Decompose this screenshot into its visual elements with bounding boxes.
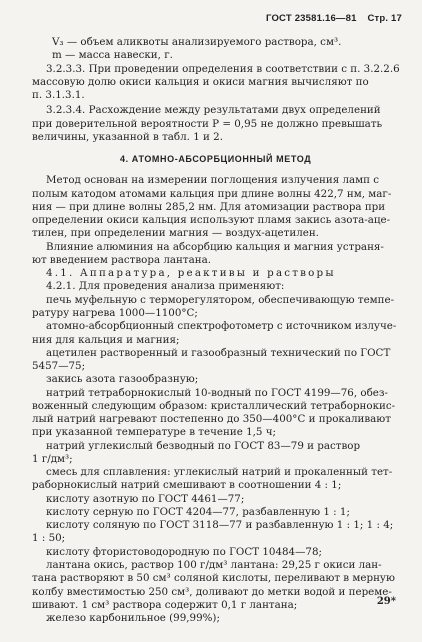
text-line: ния — при длине волны 285,2 нм. Для атомизации раствора при bbox=[32, 200, 386, 213]
text-line: смесь для сплавления: углекислый натрий и прокаленный тет- bbox=[46, 466, 393, 479]
text-line: лый натрий нагревают постепенно до 350—400°С и прокаливают bbox=[32, 413, 391, 426]
text-line: тана растворяют в 50 см³ соляной кислоты, переливают в мерную bbox=[32, 572, 395, 585]
text-line: величины, указанной в табл. 1 и 2. bbox=[32, 130, 223, 143]
text-line: печь муфельную с терморегулятором, обеспечивающую темпе- bbox=[46, 293, 395, 306]
standard-number: ГОСТ 23581.16—81 bbox=[265, 13, 357, 24]
text-line: 1 : 50; bbox=[32, 532, 66, 545]
text-line: V₃ — объем аликвоты анализируемого раствора, см³. bbox=[52, 36, 342, 48]
text-line: Влияние алюминия на абсорбцию кальция и магния устраня- bbox=[46, 240, 384, 253]
text-line: кислоту соляную по ГОСТ 3118—77 и разбавленную 1 : 1; 1 : 4; bbox=[46, 519, 394, 532]
text-line: железо карбонильное (99,99%); bbox=[46, 612, 220, 624]
text-line: при указанной температуре в течение 1,5 ч; bbox=[32, 426, 277, 439]
page-header bbox=[266, 13, 402, 24]
text-line: кислоту серную по ГОСТ 4204—77, разбавленную 1 : 1; bbox=[46, 505, 350, 518]
text-line: натрий углекислый безводный по ГОСТ 83—79 и раствор bbox=[46, 439, 361, 452]
text-line: тилен, при определении магния — воздух-ацетилен. bbox=[32, 227, 319, 240]
subsection-heading: 4.1. Аппаратура, реактивы и растворы bbox=[46, 267, 336, 280]
text-line: 3.2.3.3. При проведении определения в соответствии с п. 3.2.2.6 bbox=[46, 62, 400, 75]
text-line: раборнокислый натрий смешивают в соотношении 4 : 1; bbox=[32, 479, 342, 492]
text-line: 4.2.1. Для проведения анализа применяют: bbox=[46, 280, 285, 293]
text-line: определении окиси кальция используют пламя закись азота-аце- bbox=[32, 214, 391, 227]
page-label: Стр. 17 bbox=[367, 13, 402, 24]
text-line: п. 3.1.3.1. bbox=[32, 89, 85, 102]
text-line: колбу вместимостью 250 см³, доливают до метки водой и переме- bbox=[32, 585, 392, 598]
text-line: кислоту азотную по ГОСТ 4461—77; bbox=[46, 492, 245, 505]
text-line: m — масса навески, г. bbox=[52, 49, 173, 62]
text-line: Метод основан на измерении поглощения излучения ламп с bbox=[46, 174, 380, 187]
text-line: воженный следующим образом: кристаллический тетраборнокис- bbox=[32, 399, 396, 412]
text-line: 5457—75; bbox=[32, 360, 86, 372]
text-line: закись азота газообразную; bbox=[46, 373, 199, 386]
text-line: кислоту фтористоводородную по ГОСТ 10484—78; bbox=[46, 545, 322, 558]
text-line: ют введением раствора лантана. bbox=[32, 253, 212, 266]
text-line: 1 г/дм³; bbox=[32, 452, 73, 465]
text-line: 3.2.3.4. Расхождение между результатами двух определений bbox=[46, 104, 381, 117]
text-line: ния для кальция и магния; bbox=[32, 333, 180, 346]
section-heading: 4. АТОМНО-АБСОРБЦИОННЫЙ МЕТОД bbox=[120, 153, 312, 164]
text-line: полым катодом атомами кальция при длине волны 422,7 нм, маг- bbox=[32, 187, 392, 200]
page-number: 29* bbox=[376, 596, 396, 607]
text-line: при доверительной вероятности P = 0,95 не должно превышать bbox=[32, 117, 383, 130]
text-line: ратуру нагрева 1000—1100°С; bbox=[32, 306, 198, 319]
text-line: атомно-абсорбционный спектрофотометр с источником излуче- bbox=[46, 320, 397, 333]
text-line: ацетилен растворенный и газообразный технический по ГОСТ bbox=[46, 346, 391, 359]
text-line: натрий тетраборнокислый 10-водный по ГОСТ 4199—76, обез- bbox=[46, 386, 388, 399]
text-line: лантана окись, раствор 100 г/дм³ лантана: 29,25 г окиси лан- bbox=[46, 558, 382, 571]
text-line: массовую долю окиси кальция и окиси магния вычисляют по bbox=[32, 75, 369, 88]
text-line: шивают. 1 см³ раствора содержит 0,1 г лантана; bbox=[32, 598, 298, 611]
